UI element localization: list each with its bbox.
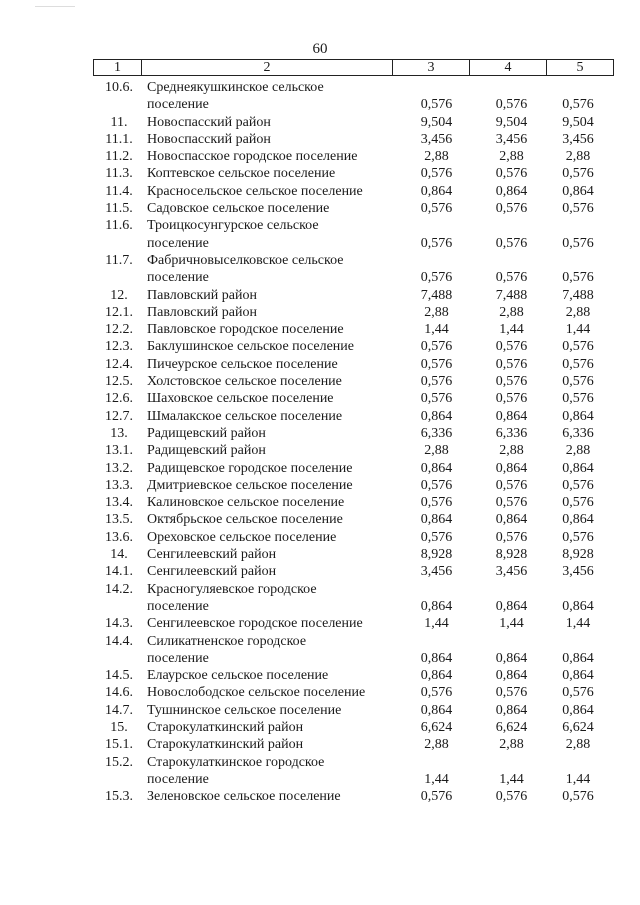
row-name xyxy=(145,581,399,616)
table-row xyxy=(93,408,623,425)
table-row xyxy=(93,390,623,407)
row-value-5: 0,576 xyxy=(562,391,594,407)
row-name-line: Пичеурское сельское поселение xyxy=(147,356,338,372)
row-number: 14.7. xyxy=(105,702,133,718)
row-value-4: 6,336 xyxy=(495,425,528,441)
row-value-4: 6,624 xyxy=(495,719,528,735)
header-col-5: 5 xyxy=(576,60,584,75)
row-name-line: поселение xyxy=(147,771,209,787)
row-value-3: 6,336 xyxy=(420,425,453,441)
row-value-3: 7,488 xyxy=(420,287,453,303)
header-col-3: 3 xyxy=(393,60,470,75)
table-row xyxy=(93,304,623,321)
row-name-line: Новоспасское городское поселение xyxy=(147,149,358,165)
row-name-line: Зеленовское сельское поселение xyxy=(147,789,341,805)
row-number: 12.7. xyxy=(105,408,133,424)
row-number: 10.6. xyxy=(105,80,133,95)
row-name xyxy=(145,79,399,114)
table-row xyxy=(93,442,623,459)
row-name-line: Павловский район xyxy=(147,287,257,303)
row-number: 15. xyxy=(110,719,128,735)
table-row xyxy=(93,546,623,563)
table-row xyxy=(93,131,623,148)
row-value-4: 0,576 xyxy=(495,97,528,113)
table-row xyxy=(93,477,623,494)
row-name-line: Радищевский район xyxy=(147,425,266,441)
row-value-5: 0,576 xyxy=(562,235,594,251)
table-header xyxy=(93,59,614,76)
row-value-5: 0,576 xyxy=(562,477,594,493)
row-name-line: Шмалакское сельское поселение xyxy=(147,408,343,424)
row-value-5: 8,928 xyxy=(562,547,594,563)
header-col-2: 2 xyxy=(142,60,393,75)
row-name xyxy=(145,702,399,719)
row-value-3: 2,88 xyxy=(424,304,449,320)
row-value-5: 0,864 xyxy=(562,650,594,666)
table-row xyxy=(93,79,623,114)
table-row xyxy=(93,615,623,632)
row-name xyxy=(145,148,399,165)
row-name-line: Калиновское сельское поселение xyxy=(147,495,345,511)
row-value-3: 0,576 xyxy=(420,391,453,407)
table-row xyxy=(93,200,623,217)
row-value-4: 0,576 xyxy=(495,201,528,217)
row-number: 14.6. xyxy=(105,685,133,701)
row-name-line: Павловский район xyxy=(147,304,257,320)
row-value-4: 0,576 xyxy=(495,235,528,251)
row-name xyxy=(145,373,399,390)
row-name xyxy=(145,165,399,182)
row-value-5: 2,88 xyxy=(565,149,591,165)
table-row xyxy=(93,252,623,287)
table-row xyxy=(93,165,623,182)
row-value-4: 0,576 xyxy=(495,391,528,407)
row-number: 13.5. xyxy=(105,512,133,528)
row-value-3: 0,864 xyxy=(420,512,453,528)
row-number: 13.4. xyxy=(105,495,133,511)
row-value-3: 0,576 xyxy=(420,339,453,355)
row-name-line: Дмитриевское сельское поселение xyxy=(147,477,353,493)
row-value-4: 0,576 xyxy=(495,356,528,372)
row-name xyxy=(145,304,399,321)
row-value-5: 6,336 xyxy=(562,425,594,441)
row-name-line: Новослободское сельское поселение xyxy=(147,685,366,701)
row-name-line: Коптевское сельское поселение xyxy=(147,166,336,182)
row-value-3: 2,88 xyxy=(424,737,449,753)
row-name xyxy=(145,684,399,701)
row-name xyxy=(145,390,399,407)
row-number: 11.7. xyxy=(105,252,133,268)
row-value-4: 0,864 xyxy=(495,408,528,424)
row-name-line: Новоспасский район xyxy=(147,131,271,147)
row-value-3: 1,44 xyxy=(424,322,449,338)
row-name xyxy=(145,183,399,200)
row-number: 11. xyxy=(110,114,128,130)
table-row xyxy=(93,494,623,511)
row-value-4: 9,504 xyxy=(495,114,528,130)
row-name-line: Силикатненское городское xyxy=(147,633,307,649)
row-name-line: поселение xyxy=(147,650,209,666)
row-value-5: 0,576 xyxy=(562,495,594,511)
row-value-5: 0,576 xyxy=(562,789,594,805)
row-name xyxy=(145,356,399,373)
row-number: 12.1. xyxy=(105,304,133,320)
table-row xyxy=(93,148,623,165)
table-row xyxy=(93,373,623,390)
row-value-4: 0,864 xyxy=(495,668,528,684)
row-value-4: 0,576 xyxy=(495,685,528,701)
table-row xyxy=(93,736,623,753)
row-value-5: 0,576 xyxy=(562,529,594,545)
row-name xyxy=(145,321,399,338)
row-value-4: 2,88 xyxy=(499,304,524,320)
row-value-3: 0,864 xyxy=(420,460,453,476)
row-number: 11.6. xyxy=(105,218,133,234)
row-value-4: 0,864 xyxy=(495,702,528,718)
row-name-line: Старокулаткинский район xyxy=(147,737,304,753)
row-name xyxy=(145,511,399,528)
row-number: 12. xyxy=(110,287,128,303)
row-name xyxy=(145,615,399,632)
row-number: 14.5. xyxy=(105,668,133,684)
row-name-line: Старокулаткинское городское xyxy=(147,754,325,770)
table-row xyxy=(93,581,623,616)
row-value-4: 2,88 xyxy=(499,443,524,459)
header-col-4: 4 xyxy=(470,60,547,75)
row-value-5: 0,864 xyxy=(562,702,594,718)
row-name-line: Троицкосунгурское сельское xyxy=(147,218,319,234)
row-value-5: 0,576 xyxy=(562,374,594,390)
row-name-line: Баклушинское сельское поселение xyxy=(147,339,354,355)
row-number: 14.1. xyxy=(105,564,133,580)
row-value-5: 0,576 xyxy=(562,270,594,286)
row-value-3: 3,456 xyxy=(420,131,453,147)
table-row xyxy=(93,114,623,131)
row-value-5: 2,88 xyxy=(565,443,591,459)
scan-artifact xyxy=(35,6,75,7)
row-name xyxy=(145,425,399,442)
row-value-3: 0,576 xyxy=(420,789,453,805)
row-value-5: 0,576 xyxy=(562,356,594,372)
row-value-3: 1,44 xyxy=(424,616,449,632)
row-value-5: 1,44 xyxy=(565,616,591,632)
table-row xyxy=(93,511,623,528)
table-row xyxy=(93,356,623,373)
table-row xyxy=(93,684,623,701)
row-value-3: 0,864 xyxy=(420,408,453,424)
row-name-line: Радищевский район xyxy=(147,443,266,459)
row-name xyxy=(145,633,399,668)
row-value-5: 0,576 xyxy=(562,97,594,113)
row-value-5: 0,864 xyxy=(562,598,594,614)
table-row xyxy=(93,183,623,200)
row-value-4: 3,456 xyxy=(495,564,528,580)
row-name-line: Холстовское сельское поселение xyxy=(147,374,342,390)
row-value-3: 0,576 xyxy=(420,477,453,493)
row-value-4: 0,864 xyxy=(495,598,528,614)
row-number: 11.3. xyxy=(105,166,133,182)
table-row xyxy=(93,754,623,789)
row-name xyxy=(145,460,399,477)
row-value-4: 0,576 xyxy=(495,495,528,511)
table-row xyxy=(93,321,623,338)
row-name xyxy=(145,287,399,304)
row-number: 11.5. xyxy=(105,201,133,217)
row-number: 12.5. xyxy=(105,374,133,390)
row-value-3: 2,88 xyxy=(424,443,449,459)
row-number: 15.2. xyxy=(105,754,133,770)
row-name-line: Садовское сельское поселение xyxy=(147,201,330,217)
row-value-5: 0,864 xyxy=(562,512,594,528)
row-value-5: 0,864 xyxy=(562,668,594,684)
row-number: 13.6. xyxy=(105,529,133,545)
row-number: 12.6. xyxy=(105,391,133,407)
table-row xyxy=(93,287,623,304)
row-number: 14.3. xyxy=(105,616,133,632)
row-value-4: 0,576 xyxy=(495,789,528,805)
row-name-line: Новоспасский район xyxy=(147,114,271,130)
row-value-5: 7,488 xyxy=(562,287,594,303)
row-value-3: 0,576 xyxy=(420,495,453,511)
row-value-3: 3,456 xyxy=(420,564,453,580)
row-value-5: 0,864 xyxy=(562,408,594,424)
table-row xyxy=(93,633,623,668)
row-name xyxy=(145,546,399,563)
row-value-3: 0,576 xyxy=(420,356,453,372)
table-body xyxy=(93,79,623,805)
row-value-4: 0,576 xyxy=(495,270,528,286)
row-value-3: 0,864 xyxy=(420,598,453,614)
row-value-4: 1,44 xyxy=(499,771,524,787)
row-name-line: Красносельское сельское поселение xyxy=(147,183,363,199)
row-value-4: 0,864 xyxy=(495,650,528,666)
row-value-4: 7,488 xyxy=(495,287,528,303)
table-row xyxy=(93,460,623,477)
row-number: 14.2. xyxy=(105,581,133,597)
row-name xyxy=(145,252,399,287)
row-value-4: 0,864 xyxy=(495,183,528,199)
row-value-5: 6,624 xyxy=(562,719,594,735)
row-name-line: Павловское городское поселение xyxy=(147,322,344,338)
row-value-4: 0,576 xyxy=(495,339,528,355)
row-value-5: 9,504 xyxy=(562,114,594,130)
table-row xyxy=(93,719,623,736)
row-value-4: 2,88 xyxy=(499,149,524,165)
row-name xyxy=(145,131,399,148)
table-row xyxy=(93,425,623,442)
row-value-3: 0,576 xyxy=(420,235,453,251)
row-value-3: 0,576 xyxy=(420,270,453,286)
row-value-3: 0,864 xyxy=(420,183,453,199)
row-number: 15.1. xyxy=(105,737,133,753)
row-name xyxy=(145,408,399,425)
row-name xyxy=(145,217,399,252)
table-row xyxy=(93,788,623,805)
row-value-3: 6,624 xyxy=(420,719,453,735)
row-value-3: 0,864 xyxy=(420,650,453,666)
row-value-4: 1,44 xyxy=(499,322,524,338)
table-row xyxy=(93,338,623,355)
table-row xyxy=(93,667,623,684)
row-name xyxy=(145,788,399,805)
row-name-line: Сенгилеевский район xyxy=(147,547,277,563)
row-number: 11.1. xyxy=(105,131,133,147)
row-number: 13.3. xyxy=(105,477,133,493)
row-value-3: 0,576 xyxy=(420,529,453,545)
row-name-line: Красногуляевское городское xyxy=(147,581,317,597)
row-name-line: Фабричновыселковское сельское xyxy=(147,252,344,268)
row-value-5: 3,456 xyxy=(562,564,594,580)
row-number: 14.4. xyxy=(105,633,133,649)
row-value-4: 0,576 xyxy=(495,477,528,493)
row-name-line: Среднеякушкинское сельское xyxy=(147,80,324,95)
row-name xyxy=(145,338,399,355)
row-number: 15.3. xyxy=(105,789,133,805)
row-number: 14. xyxy=(110,547,128,563)
row-value-5: 0,864 xyxy=(562,460,594,476)
row-value-4: 0,576 xyxy=(495,529,528,545)
row-value-3: 2,88 xyxy=(424,149,449,165)
row-number: 13.1. xyxy=(105,443,133,459)
row-number: 11.2. xyxy=(105,149,133,165)
table-row xyxy=(93,217,623,252)
row-name xyxy=(145,563,399,580)
row-name-line: Старокулаткинский район xyxy=(147,719,304,735)
row-value-5: 1,44 xyxy=(565,322,591,338)
row-name-line: поселение xyxy=(147,235,209,251)
row-name xyxy=(145,719,399,736)
page-number: 60 xyxy=(312,41,328,57)
row-number: 12.4. xyxy=(105,356,133,372)
row-value-3: 0,576 xyxy=(420,374,453,390)
row-number: 11.4. xyxy=(105,183,133,199)
row-number: 12.3. xyxy=(105,339,133,355)
header-col-1: 1 xyxy=(94,60,142,75)
row-value-3: 0,576 xyxy=(420,685,453,701)
row-value-3: 0,576 xyxy=(420,201,453,217)
row-value-4: 0,576 xyxy=(495,166,528,182)
row-value-5: 0,576 xyxy=(562,339,594,355)
table-row xyxy=(93,529,623,546)
row-name xyxy=(145,114,399,131)
row-value-4: 8,928 xyxy=(495,547,528,563)
row-value-5: 0,576 xyxy=(562,685,594,701)
row-name xyxy=(145,667,399,684)
row-value-5: 0,576 xyxy=(562,166,594,182)
row-value-4: 0,864 xyxy=(495,460,528,476)
row-value-4: 0,576 xyxy=(495,374,528,390)
row-number: 13.2. xyxy=(105,460,133,476)
row-value-5: 2,88 xyxy=(565,304,591,320)
row-name-line: поселение xyxy=(147,97,209,113)
row-name-line: поселение xyxy=(147,270,209,286)
row-value-4: 2,88 xyxy=(499,737,524,753)
row-value-5: 3,456 xyxy=(562,131,594,147)
row-number: 13. xyxy=(110,425,128,441)
row-name xyxy=(145,529,399,546)
row-value-5: 0,576 xyxy=(562,201,594,217)
table-row xyxy=(93,563,623,580)
row-name-line: Тушнинское сельское поселение xyxy=(147,702,342,718)
row-value-3: 9,504 xyxy=(420,114,453,130)
row-name-line: Сенгилеевское городское поселение xyxy=(147,616,363,632)
row-number: 12.2. xyxy=(105,322,133,338)
row-value-5: 2,88 xyxy=(565,737,591,753)
row-value-4: 3,456 xyxy=(495,131,528,147)
row-name xyxy=(145,736,399,753)
row-value-3: 0,864 xyxy=(420,668,453,684)
row-name-line: Октябрьское сельское поселение xyxy=(147,512,343,528)
row-name xyxy=(145,477,399,494)
row-value-3: 0,576 xyxy=(420,166,453,182)
row-value-3: 8,928 xyxy=(420,547,453,563)
row-value-5: 1,44 xyxy=(565,771,591,787)
row-name xyxy=(145,494,399,511)
row-value-4: 0,864 xyxy=(495,512,528,528)
row-name-line: Ореховское сельское поселение xyxy=(147,529,337,545)
row-value-4: 1,44 xyxy=(499,616,524,632)
row-value-3: 0,864 xyxy=(420,702,453,718)
row-name xyxy=(145,754,399,789)
row-value-3: 1,44 xyxy=(424,771,449,787)
row-name-line: Елаурское сельское поселение xyxy=(147,668,329,684)
row-name xyxy=(145,442,399,459)
row-name-line: Сенгилеевский район xyxy=(147,564,277,580)
row-name-line: Радищевское городское поселение xyxy=(147,460,353,476)
row-name-line: Шаховское сельское поселение xyxy=(147,391,334,407)
table-row xyxy=(93,702,623,719)
row-name-line: поселение xyxy=(147,598,209,614)
row-value-5: 0,864 xyxy=(562,183,594,199)
row-value-3: 0,576 xyxy=(420,97,453,113)
row-name xyxy=(145,200,399,217)
